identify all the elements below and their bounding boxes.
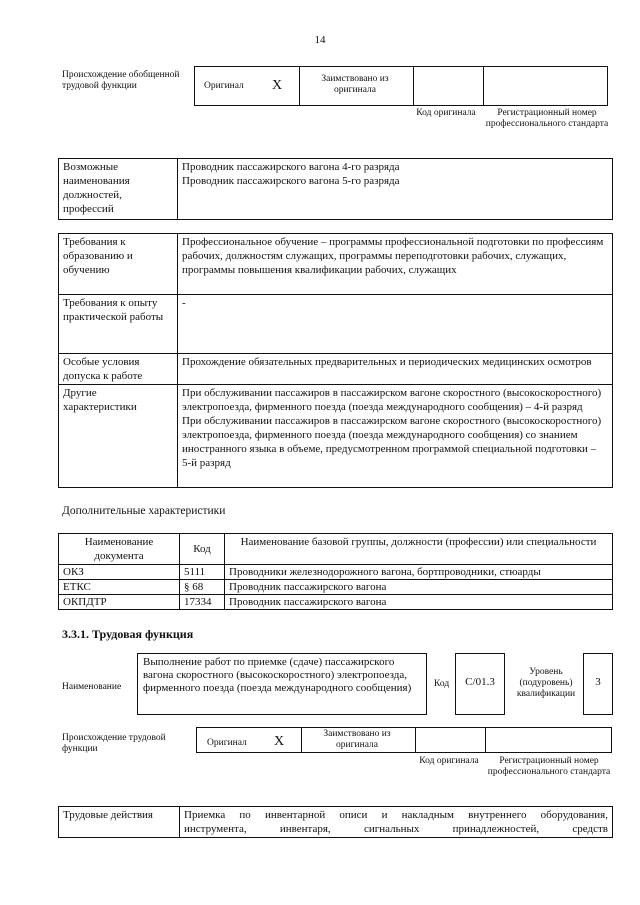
original-mark: X	[272, 78, 283, 93]
extra-cell: Проводники железнодорожного вагона, бортпроводники, стюарды	[225, 565, 613, 580]
original-label: Оригинал	[204, 81, 244, 91]
origin2-label: Происхождение трудовой функции	[62, 733, 166, 754]
name-line: Проводник пассажирского вагона 5-го разряда	[182, 175, 400, 187]
func-name-label: Наименование	[62, 682, 122, 692]
actions-cell	[180, 807, 613, 838]
extra-cell: ЕТКС	[59, 580, 180, 595]
req-text: При обслуживании пассажиров в пассажирском вагоне скоростного (высокоскоростного) электропоезда, фирменного поезда (поезда международного сообщения) – 4-й разряд	[182, 387, 602, 413]
borrowed-label: Заимствовано из оригинала	[321, 74, 389, 95]
extra-cell: ОКЗ	[59, 565, 180, 580]
actions-line: инструмента, инвентаря, сигнальных принадлежностей, средств	[184, 823, 608, 835]
table-row	[59, 595, 613, 610]
req-other-cell	[178, 385, 613, 488]
extra-header: Код	[180, 534, 225, 565]
func-code-box: С/01.3	[455, 653, 505, 715]
section-title: 3.3.1. Трудовая функция	[62, 627, 194, 641]
extra-title: Дополнительные характеристики	[62, 505, 226, 517]
extra-cell: 17334	[180, 595, 225, 610]
code-caption: Код оригинала	[416, 108, 476, 118]
original2-mark: X	[274, 734, 285, 749]
extra-cell: 5111	[180, 565, 225, 580]
func-code-label: Код	[434, 679, 450, 689]
extra-cell: Проводник пассажирского вагона	[225, 580, 613, 595]
table-row	[59, 580, 613, 595]
func-level-box: 3	[583, 653, 613, 715]
borrowed2-label: Заимствовано из оригинала	[323, 729, 391, 750]
req-text: При обслуживании пассажиров в пассажирском вагоне скоростного (высокоскоростного) электропоезда, фирменного поезда (поезда международного сообщения) со знанием иностранного языка в объеме, предусмотренном программой специальной подготовки – 5-й разряд	[182, 415, 602, 469]
actions-label: Трудовые действия	[59, 807, 180, 838]
func-level-label: Уровень (подуровень) квалификации	[516, 667, 576, 699]
requirements-table	[58, 233, 613, 488]
original2-label: Оригинал	[207, 738, 247, 748]
reg-caption: Регистрационный номер профессионального стандарта	[485, 108, 609, 129]
actions-line: Приемка по инвентарной описи и накладным внутреннего оборудования,	[184, 809, 608, 821]
extra-cell: § 68	[180, 580, 225, 595]
extra-table	[58, 533, 613, 610]
names-label: Возможные наименования должностей, профессий	[59, 159, 178, 220]
req-text: -	[178, 295, 613, 354]
extra-cell: Проводник пассажирского вагона	[225, 595, 613, 610]
req-text: Профессиональное обучение – программы профессиональной подготовки по профессиям рабочих, должностям служащих, программы переподготовки рабочих, служащих, программы повышения квалификации рабочих, служащих	[178, 234, 613, 295]
table-row	[59, 565, 613, 580]
page-number: 14	[314, 34, 326, 46]
req-label: Требования к образованию и обучению	[59, 234, 178, 295]
code2-caption: Код оригинала	[419, 756, 479, 766]
req-text: Прохождение обязательных предварительных и периодических медицинских осмотров	[178, 354, 613, 385]
req-label: Требования к опыту практической работы	[59, 295, 178, 354]
origin-label: Происхождение обобщенной трудовой функции	[62, 70, 180, 91]
actions-table	[58, 806, 613, 838]
req-label: Другие характеристики	[59, 385, 178, 488]
names-cell	[178, 159, 613, 220]
req-label: Особые условия допуска к работе	[59, 354, 178, 385]
extra-header: Наименование базовой группы, должности (профессии) или специальности	[225, 534, 613, 565]
names-table	[58, 158, 613, 220]
reg2-caption: Регистрационный номер профессионального стандарта	[487, 756, 611, 777]
extra-header: Наименование документа	[59, 534, 180, 565]
func-name-box: Выполнение работ по приемке (сдаче) пассажирского вагона скоростного (высокоскоростного) электропоезда, фирменного поезда (поезда международного сообщения)	[137, 653, 427, 715]
extra-cell: ОКПДТР	[59, 595, 180, 610]
name-line: Проводник пассажирского вагона 4-го разряда	[182, 161, 400, 173]
